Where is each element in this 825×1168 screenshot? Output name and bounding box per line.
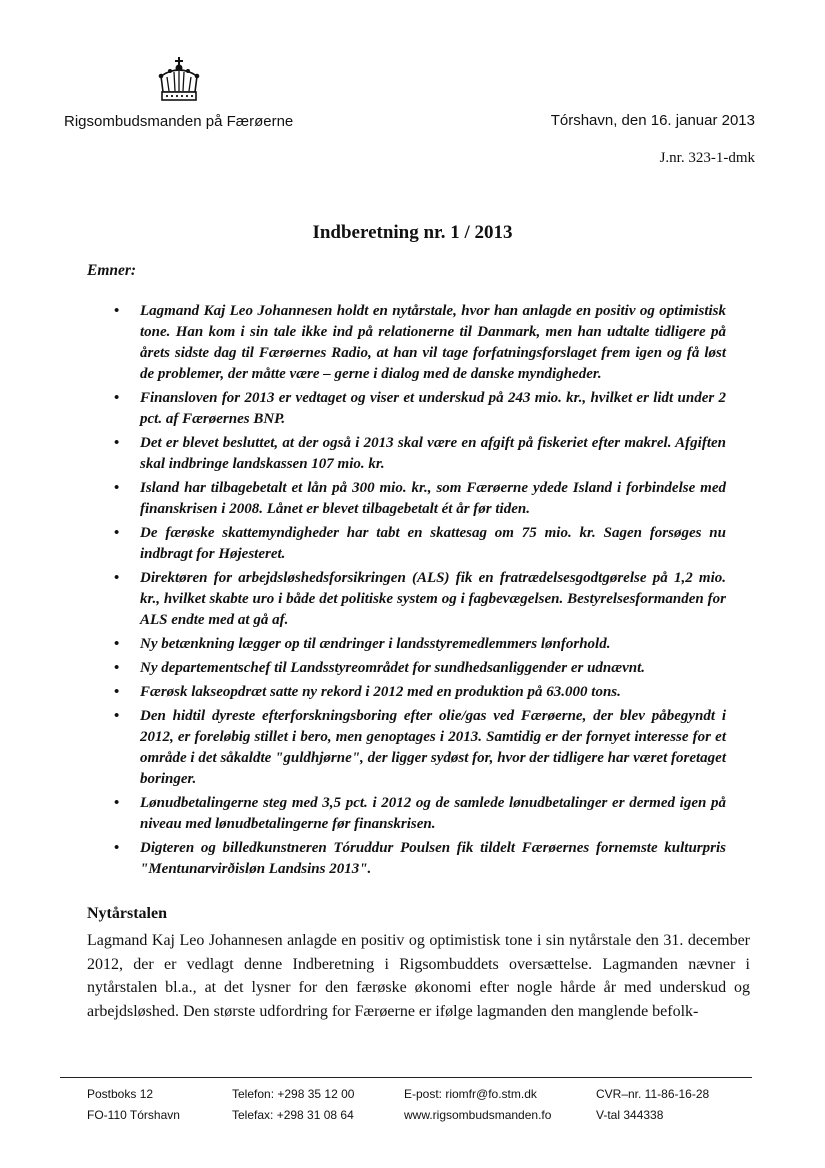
topic-item (110, 658, 726, 679)
bullet-icon: • (114, 708, 120, 724)
topic-item (110, 478, 726, 520)
bullet-icon: • (114, 570, 120, 586)
section-paragraph: Lagmand Kaj Leo Johannesen anlagde en positiv og optimistisk tone i sin nytårstale den 31. december 2012, der er vedlagt denne Indberetning i Rigsombuddets oversættelse. Lagmanden nævner i nytårstalen bl.a., at det lysner for den færøske økonomi efter nogle hårde år med underskud og arbejdsløshed. Den største udfordring for Færøerne er ifølge lagmanden den manglende befolk- (87, 932, 750, 1020)
royal-crown-icon (155, 56, 203, 106)
bullet-icon: • (114, 795, 120, 811)
journal-number: J.nr. 323-1-dmk (659, 150, 755, 166)
bullet-icon: • (114, 390, 120, 406)
footer-website-link[interactable]: www.rigsombudsmanden.fo (404, 1108, 552, 1122)
topic-item (110, 793, 726, 835)
bullet-icon: • (114, 303, 120, 319)
topic-item (110, 634, 726, 655)
bullet-icon: • (114, 435, 120, 451)
section-heading: Nytårstalen (87, 905, 167, 922)
topic-text: Lagmand Kaj Leo Johannesen holdt en nytårstale, hvor han anlagde en positiv og optimistisk tone. Han kom i sin tale ikke ind på relationerne til Danmark, men han udtalte tidligere på årets sidste dag til Færøernes Radio, at han vil tage forfatningsforslaget frem igen og få løst de problemer, der måtte være – gerne i dialog med de danske myndigheder. (140, 303, 726, 382)
topic-text: Den hidtil dyreste efterforskningsboring efter olie/gas ved Færøerne, der blev påbegyndt i 2012, er foreløbig stillet i bero, men genoptages i 2013. Samtidig er der fornyet interesse for et område i det såkaldte "guldhjørne", der ligger sydøst for, hvor der tidligere har været foretaget boringer. (140, 708, 726, 787)
topic-text: De færøske skattemyndigheder har tabt en skattesag om 75 mio. kr. Sagen forsøges nu indbragt for Højesteret. (140, 525, 726, 562)
footer-fax: Telefax: +298 31 08 64 (232, 1108, 354, 1122)
topic-text: Ny betænkning lægger op til ændringer i landsstyremedlemmers lønforhold. (140, 636, 611, 652)
topic-text: Ny departementschef til Landsstyreområdet for sundhedsanliggender er udnævnt. (140, 660, 646, 676)
footer-postal-city: FO-110 Tórshavn (87, 1108, 180, 1122)
topic-item (110, 682, 726, 703)
footer-email-link[interactable]: E-post: riomfr@fo.stm.dk (404, 1087, 537, 1101)
topic-text: Direktøren for arbejdsløshedsforsikringen (ALS) fik en fratrædelsesgodtgørelse på 1,2 mio. kr., hvilket skabte uro i både det politiske system og i fagbevægelsen. Bestyrelsesformanden for ALS endte med at gå af. (140, 570, 726, 628)
topic-text: Island har tilbagebetalt et lån på 300 mio. kr., som Færøerne ydede Island i forbindelse med finanskrisen i 2008. Lånet er blevet tilbagebetalt ét år før tiden. (140, 480, 726, 517)
topic-text: Digteren og billedkunstneren Tóruddur Poulsen fik tildelt Færøernes fornemste kulturpris "Mentunarvirðisløn Landsins 2013". (140, 840, 726, 877)
footer-phone: Telefon: +298 35 12 00 (232, 1087, 355, 1101)
document-title: Indberetning nr. 1 / 2013 (312, 222, 513, 243)
footer-divider (60, 1077, 752, 1078)
sender-name: Rigsombudsmanden på Færøerne (64, 113, 294, 130)
footer-po-box: Postboks 12 (87, 1087, 154, 1101)
topic-item (110, 301, 726, 385)
bullet-icon: • (114, 660, 120, 676)
bullet-icon: • (114, 525, 120, 541)
bullet-icon: • (114, 840, 120, 856)
topic-text: Det er blevet besluttet, at der også i 2013 skal være en afgift på fiskeriet efter makrel. Afgiften skal indbringe landskassen 107 mio. kr. (140, 435, 726, 472)
bullet-icon: • (114, 636, 120, 652)
topic-item (110, 706, 726, 790)
topic-text: Finansloven for 2013 er vedtaget og viser et underskud på 243 mio. kr., hvilket er lidt under 2 pct. af Færøernes BNP. (140, 390, 726, 427)
bullet-icon: • (114, 684, 120, 700)
topics-list (110, 301, 726, 883)
topic-text: Færøsk lakseopdræt satte ny rekord i 2012 med en produktion på 63.000 tons. (140, 684, 621, 700)
bullet-icon: • (114, 480, 120, 496)
footer-cvr: CVR–nr. 11-86-16-28 (596, 1087, 710, 1101)
topic-item (110, 568, 726, 631)
topic-item (110, 388, 726, 430)
topic-item (110, 433, 726, 475)
topic-text: Lønudbetalingerne steg med 3,5 pct. i 2012 og de samlede lønudbetalinger er dermed igen på niveau med lønudbetalingerne før finanskrisen. (140, 795, 726, 832)
topics-label: Emner: (87, 262, 137, 279)
topic-item (110, 838, 726, 880)
place-and-date: Tórshavn, den 16. januar 2013 (550, 112, 755, 129)
footer-vtal: V-tal 344338 (596, 1108, 664, 1122)
topic-item (110, 523, 726, 565)
